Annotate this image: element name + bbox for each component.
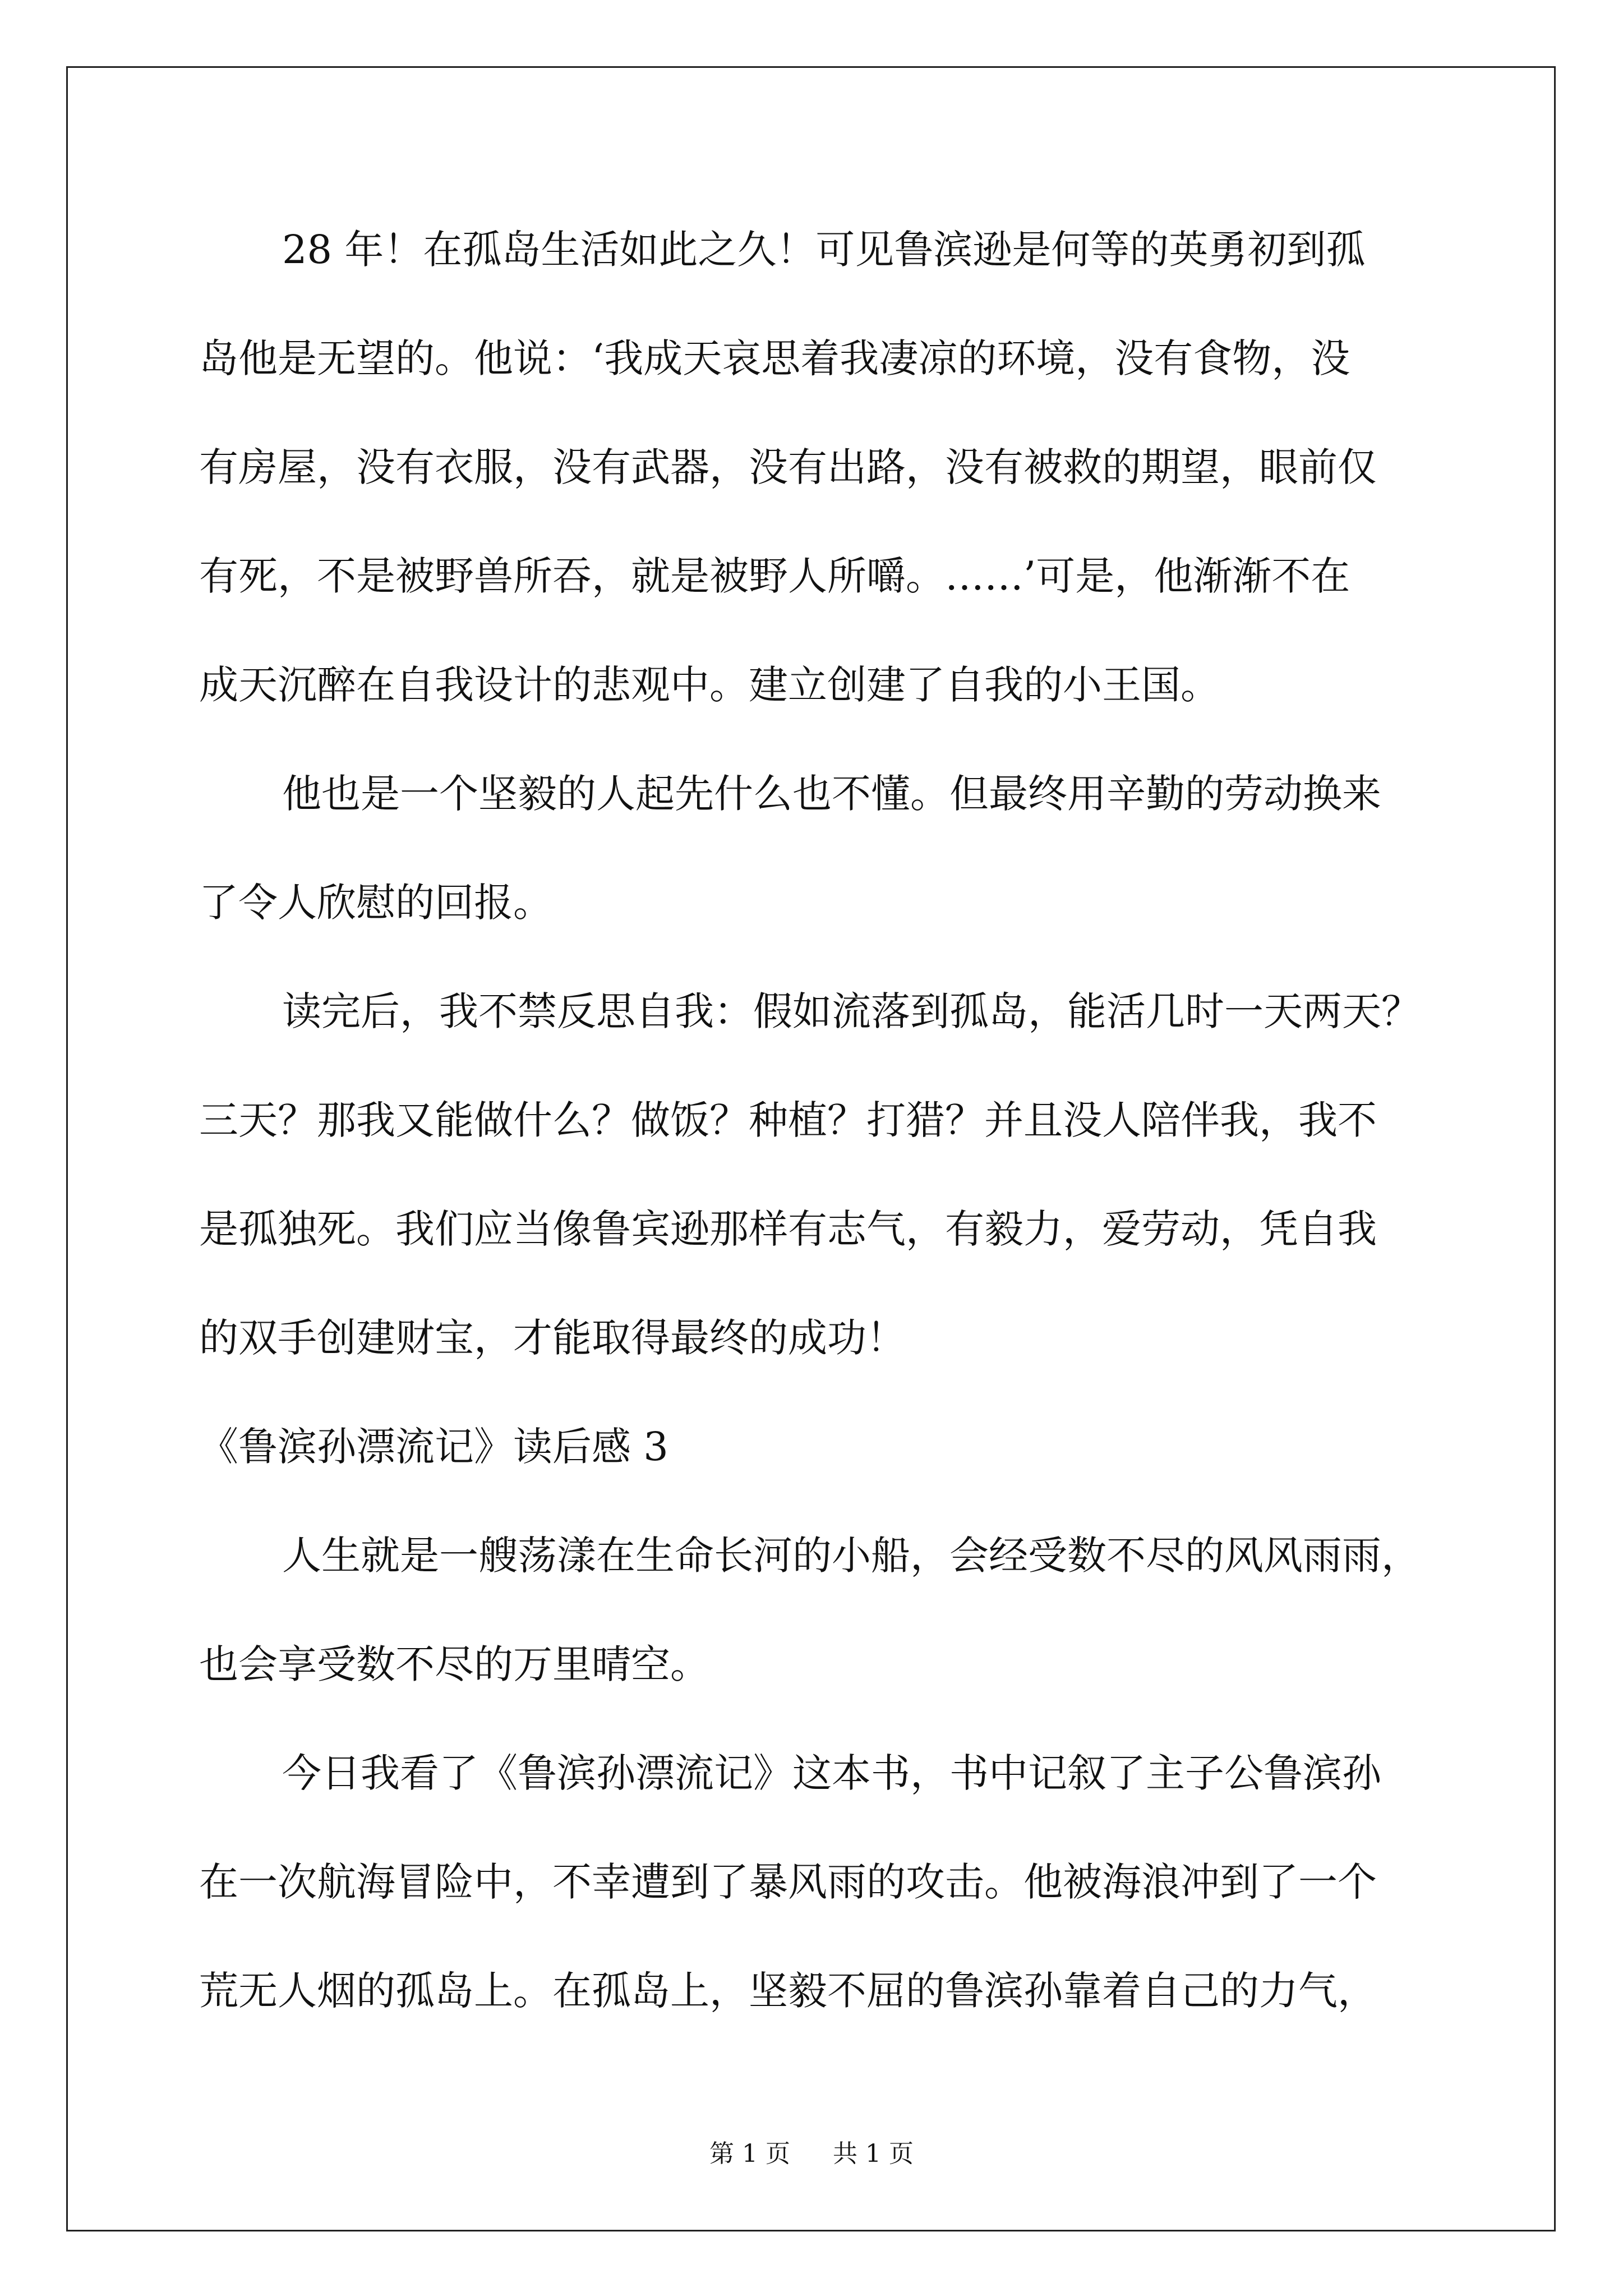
- paragraph-line: 是孤独死。我们应当像鲁宾逊那样有志气，有毅力，爱劳动，凭自我: [199, 1206, 1377, 1252]
- paragraph-line: 也会享受数不尽的万里晴空。: [199, 1641, 709, 1687]
- paragraph-line: 28 年！在孤岛生活如此之久！可见鲁滨逊是何等的英勇初到孤: [282, 227, 1366, 273]
- paragraph-line: 今日我看了《鲁滨孙漂流记》这本书，书中记叙了主子公鲁滨孙: [282, 1750, 1381, 1796]
- paragraph-line: 他也是一个坚毅的人起先什么也不懂。但最终用辛勤的劳动换来: [282, 771, 1381, 817]
- paragraph-line: 岛他是无望的。他说：‘我成天哀思着我凄凉的环境，没有食物，没: [199, 335, 1350, 381]
- page-number: 第 1 页: [709, 2139, 790, 2168]
- paragraph-line: 成天沉醉在自我设计的悲观中。建立创建了自我的小王国。: [199, 662, 1220, 708]
- paragraph-line: 荒无人烟的孤岛上。在孤岛上，坚毅不屈的鲁滨孙靠着自己的力气，: [199, 1968, 1377, 2014]
- paragraph-line: 读完后，我不禁反思自我：假如流落到孤岛，能活几时一天两天？: [282, 988, 1421, 1034]
- paragraph-line: 人生就是一艘荡漾在生命长河的小船，会经受数不尽的风风雨雨，: [282, 1533, 1421, 1579]
- paragraph-line: 三天？那我又能做什么？做饭？种植？打猎？并且没人陪伴我，我不: [199, 1097, 1377, 1143]
- section-heading: 《鲁滨孙漂流记》读后感 3: [199, 1424, 668, 1470]
- paragraph-line: 有房屋，没有衣服，没有武器，没有出路，没有被救的期望，眼前仅: [199, 444, 1377, 490]
- page-total: 共 1 页: [833, 2139, 914, 2168]
- paragraph-line: 有死，不是被野兽所吞，就是被野人所嚼。……’可是，他渐渐不在: [199, 553, 1350, 599]
- paragraph-line: 在一次航海冒险中，不幸遭到了暴风雨的攻击。他被海浪冲到了一个: [199, 1859, 1377, 1905]
- page-footer: [0, 2137, 1623, 2171]
- paragraph-line: 了令人欣慰的回报。: [199, 880, 552, 926]
- document-body: [199, 219, 1433, 2069]
- paragraph-line: 的双手创建财宝，才能取得最终的成功！: [199, 1315, 906, 1361]
